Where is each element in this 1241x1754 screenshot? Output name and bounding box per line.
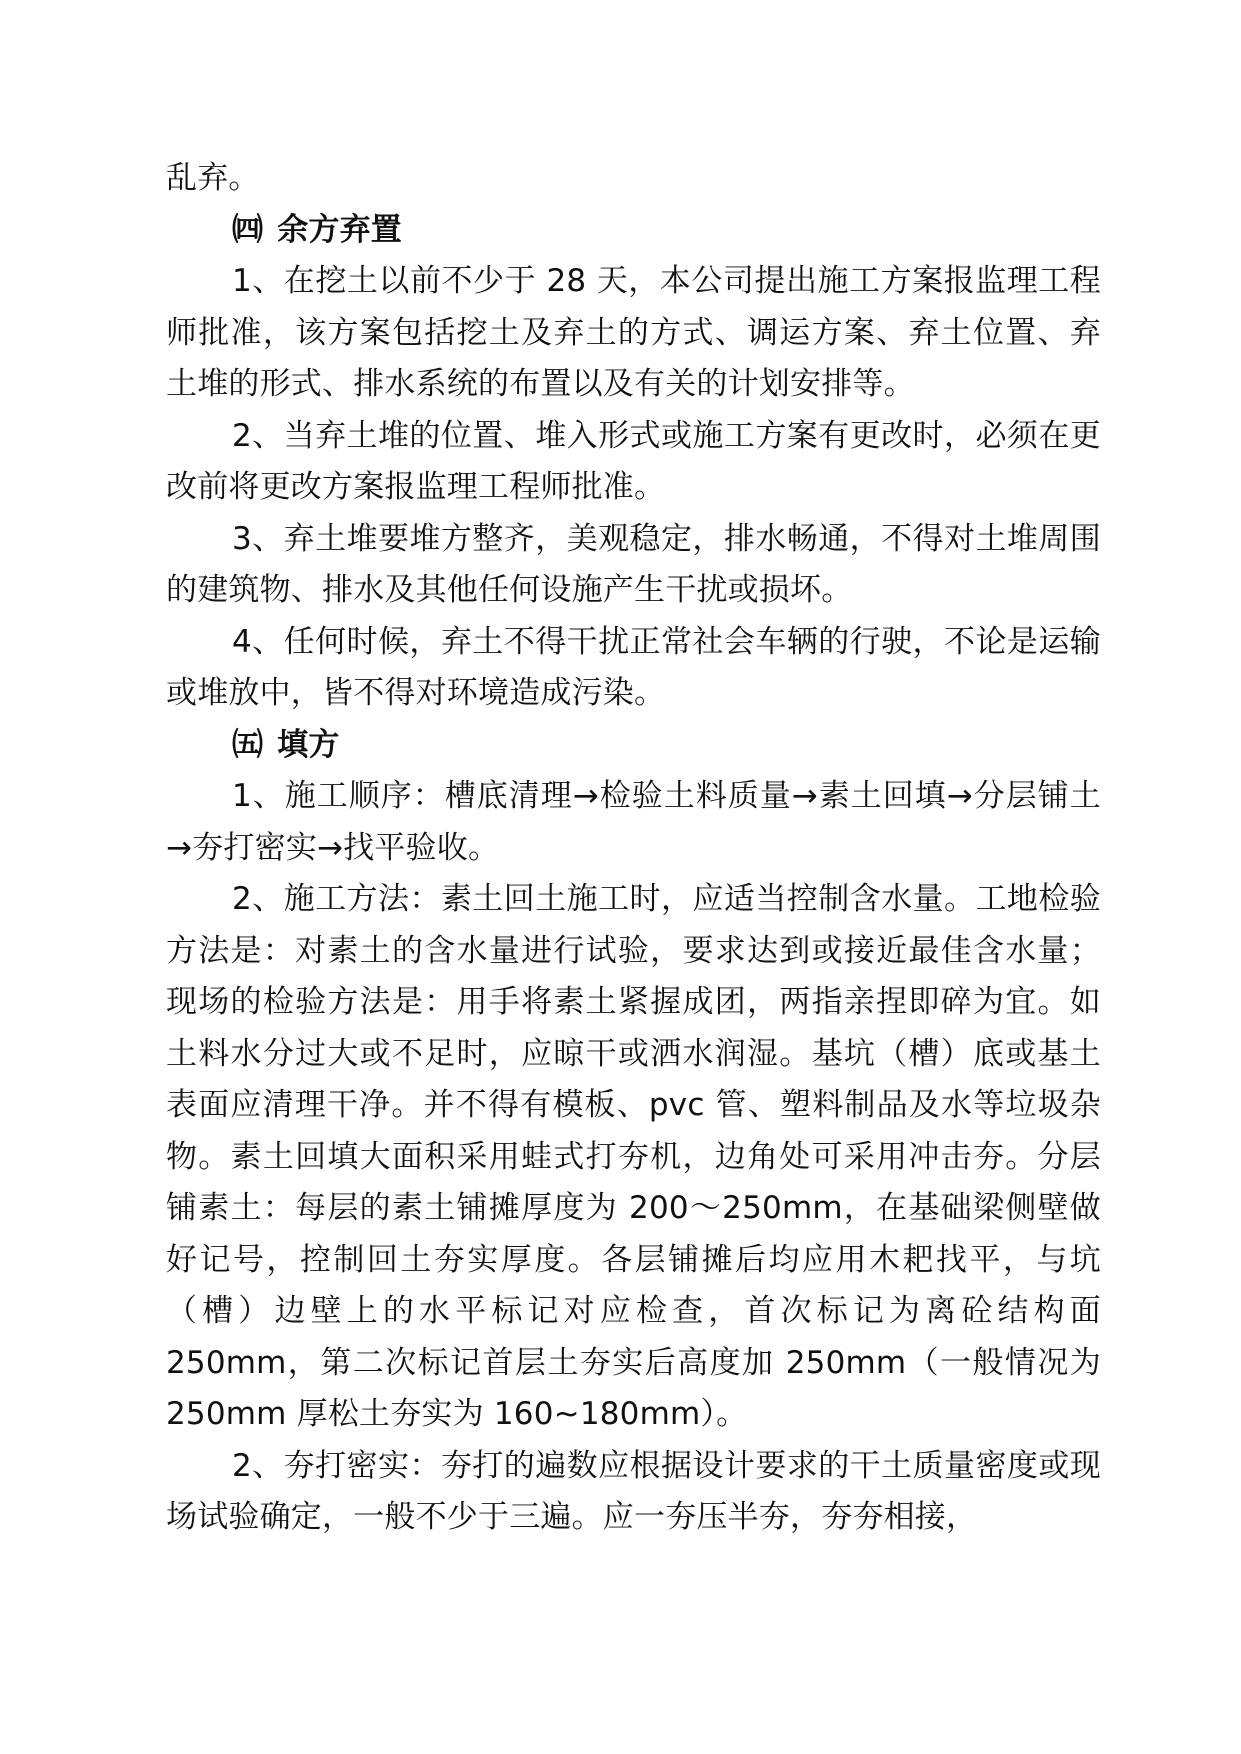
carryover-text: 乱弃。 bbox=[166, 160, 260, 196]
section-4-paragraph: 3、弃土堆要堆方整齐，美观稳定，排水畅通，不得对土堆周围的建筑物、排水及其他任何设施产生干扰或损坏。 bbox=[166, 520, 1101, 608]
section-5-paragraph: 2、施工方法：素土回土施工时，应适当控制含水量。工地检验方法是：对素土的含水量进行试验，要求达到或接近最佳含水量；现场的检验方法是：用手将素土紧握成团，两指亲捏即碎为宜。如土料水分过大或不足时，应晾干或洒水润湿。基坑（槽）底或基土表面应清理干净。并不得有模板、pvc 管、塑料制品及水等垃圾杂物。素土回填大面积采用蛙式打夯机，边角处可采用冲击夯。分层铺素土：每层的素土铺摊厚度为 200～250mm，在基础梁侧壁做好记号，控制回土夯实厚度。各层铺摊后均应用木耙找平，与坑（槽）边壁上的水平标记对应检查，首次标记为离砼结构面 250mm，第二次标记首层土夯实后高度加 250mm（一般情况为 250mm 厚松土夯实为 160~180mm）。 bbox=[166, 881, 1101, 1432]
section-4-paragraph: 4、任何时候，弃土不得干扰正常社会车辆的行驶，不论是运输或堆放中，皆不得对环境造成污染。 bbox=[166, 623, 1101, 711]
section-5-number: ㈤ bbox=[232, 726, 264, 763]
section-4-title: 余方弃置 bbox=[277, 211, 403, 248]
section-5-title: 填方 bbox=[277, 726, 340, 763]
section-5-paragraph: 1、施工顺序：槽底清理→检验土料质量→素土回填→分层铺土→夯打密实→找平验收。 bbox=[166, 778, 1101, 866]
section-4-heading bbox=[166, 205, 1101, 257]
section-4-paragraph: 2、当弃土堆的位置、堆入形式或施工方案有更改时，必须在更改前将更改方案报监理工程师批准。 bbox=[166, 417, 1101, 505]
section-5-heading bbox=[166, 720, 1101, 772]
section-4-number: ㈣ bbox=[232, 211, 264, 248]
section-5-paragraph: 2、夯打密实：夯打的遍数应根据设计要求的干土质量密度或现场试验确定，一般不少于三遍。应一夯压半夯，夯夯相接， bbox=[166, 1447, 1101, 1535]
section-4-paragraph: 1、在挖土以前不少于 28 天，本公司提出施工方案报监理工程师批准，该方案包括挖土及弃土的方式、调运方案、弃土位置、弃土堆的形式、排水系统的布置以及有关的计划安排等。 bbox=[166, 263, 1101, 402]
document-body bbox=[166, 153, 1101, 1544]
